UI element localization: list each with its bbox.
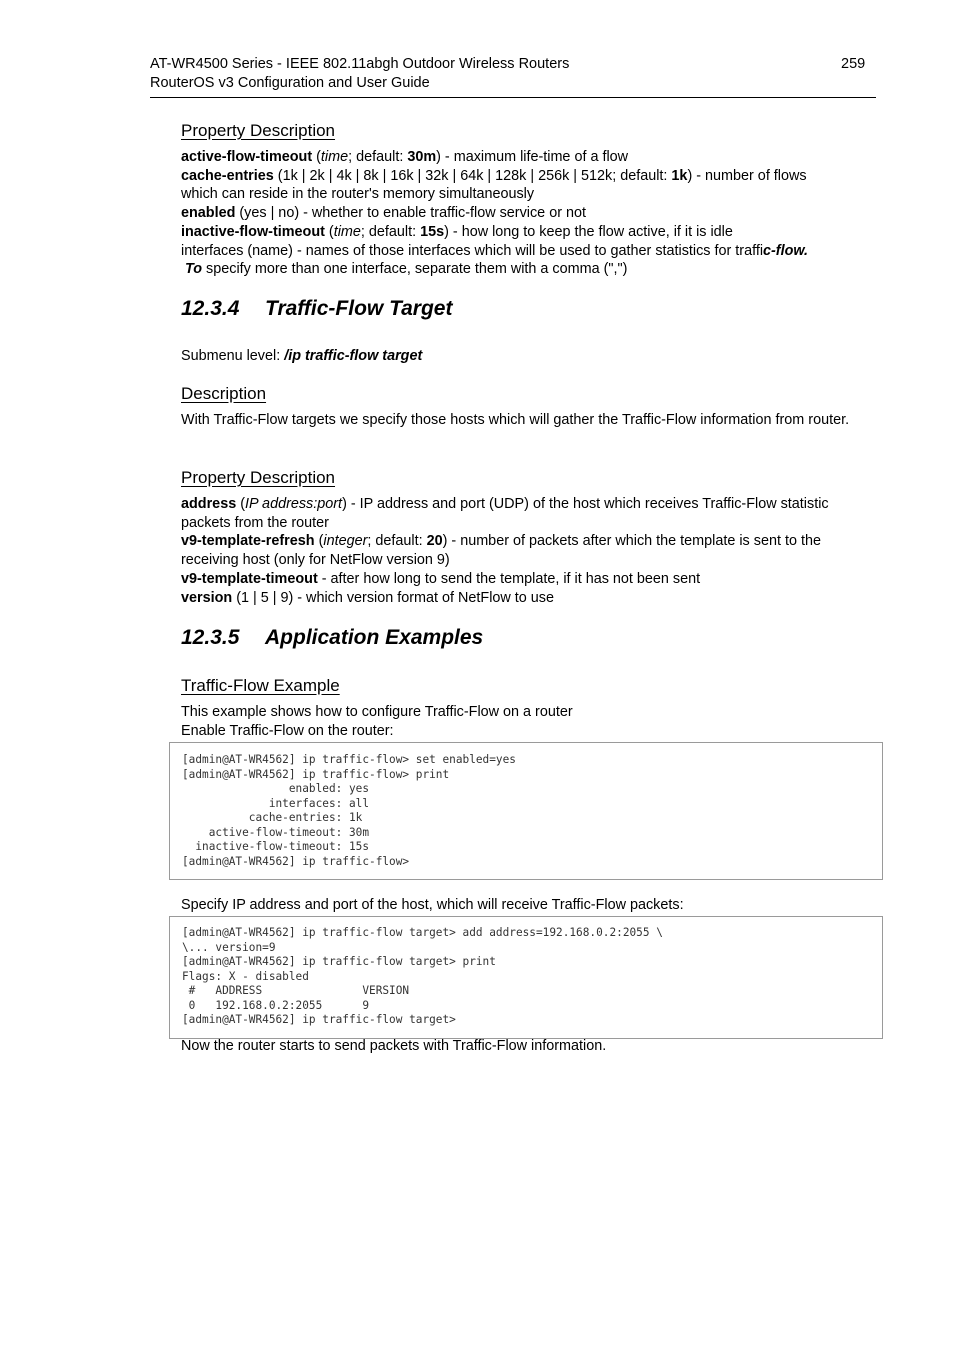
property-item: enabled (yes | no) - whether to enable traffic-flow service or not [181,205,586,222]
property-item: v9-template-refresh (integer; default: 20) - number of packets after which the template is sent to the [181,533,821,550]
property-item: v9-template-timeout - after how long to send the template, if it has not been sent [181,570,701,587]
code-block-2 [169,916,883,1039]
example-intro [181,703,873,740]
header-subtitle: RouterOS v3 Configuration and User Guide [150,75,430,91]
property-item: active-flow-timeout (time; default: 30m) - maximum life-time of a flow [181,149,629,165]
intro-line: This example shows how to configure Traffic-Flow on a router [181,704,573,720]
property-item: inactive-flow-timeout (time; default: 15s) - how long to keep the flow active, if it is idle [181,223,733,240]
section-heading-12-3-5: 12.3.5 Application Examples [181,626,484,649]
property-item-continued: which can reside in the router's memory simultaneously [181,186,535,203]
code-text: [admin@AT-WR4562] ip traffic-flow> set enabled=yes [admin@AT-WR4562] ip traffic-flow> print enabled: yes interfaces: all cache-entries: 1k active-flow-timeout: 30m inactive-flow-timeout: 15s [admin@AT-WR4562] ip traffic-flow> [182,753,516,868]
code-text: [admin@AT-WR4562] ip traffic-flow target> add address=192.168.0.2:2055 \ \... version=9 [admin@AT-WR4562] ip traffic-flow target> print Flags: X - disabled # ADDRESS VERSION 0 192.168.0.2:2055 9 [admin@AT-WR4562] ip traffic-flow target> [182,926,663,1026]
property-item: cache-entries (1k | 2k | 4k | 8k | 16k | 32k | 64k | 128k | 256k | 512k; default: 1k) - number of flows [181,167,807,184]
property-item: version (1 | 5 | 9) - which version format of NetFlow to use [181,589,554,606]
header-rule [150,97,876,98]
property-description-heading-2: Property Description [181,468,336,487]
header-title: AT-WR4500 Series - IEEE 802.11abgh Outdoor Wireless Routers [150,56,570,72]
submenu-level: Submenu level: /ip traffic-flow target [181,348,423,364]
mid-text: Specify IP address and port of the host, which will receive Traffic-Flow packets: [181,897,684,913]
property-item: interfaces (name) - names of those interfaces which will be used to gather statistics for traffic-flow. [181,242,809,259]
description-heading: Description [181,384,267,403]
example-heading: Traffic-Flow Example [181,676,340,695]
property-item-continued: To specify more than one interface, separate them with a comma (",") [185,261,628,278]
property-item-continued: packets from the router [181,514,329,531]
property-item: address (IP address:port) - IP address and port (UDP) of the host which receives Traffic-Flow statistic [181,496,829,512]
running-header [150,55,569,93]
outro-text: Now the router starts to send packets with Traffic-Flow information. [181,1038,607,1054]
property-list [181,148,873,279]
target-property-list [181,495,873,607]
property-item-continued: receiving host (only for NetFlow version 9) [181,552,450,569]
section-heading-12-3-4: 12.3.4 Traffic-Flow Target [181,297,453,320]
description-text: With Traffic-Flow targets we specify those hosts which will gather the Traffic-Flow information from router. [181,412,850,428]
code-block-1 [169,742,883,880]
intro-line: Enable Traffic-Flow on the router: [181,722,394,739]
page-number: 259 [841,56,866,72]
property-description-heading: Property Description [181,121,336,140]
